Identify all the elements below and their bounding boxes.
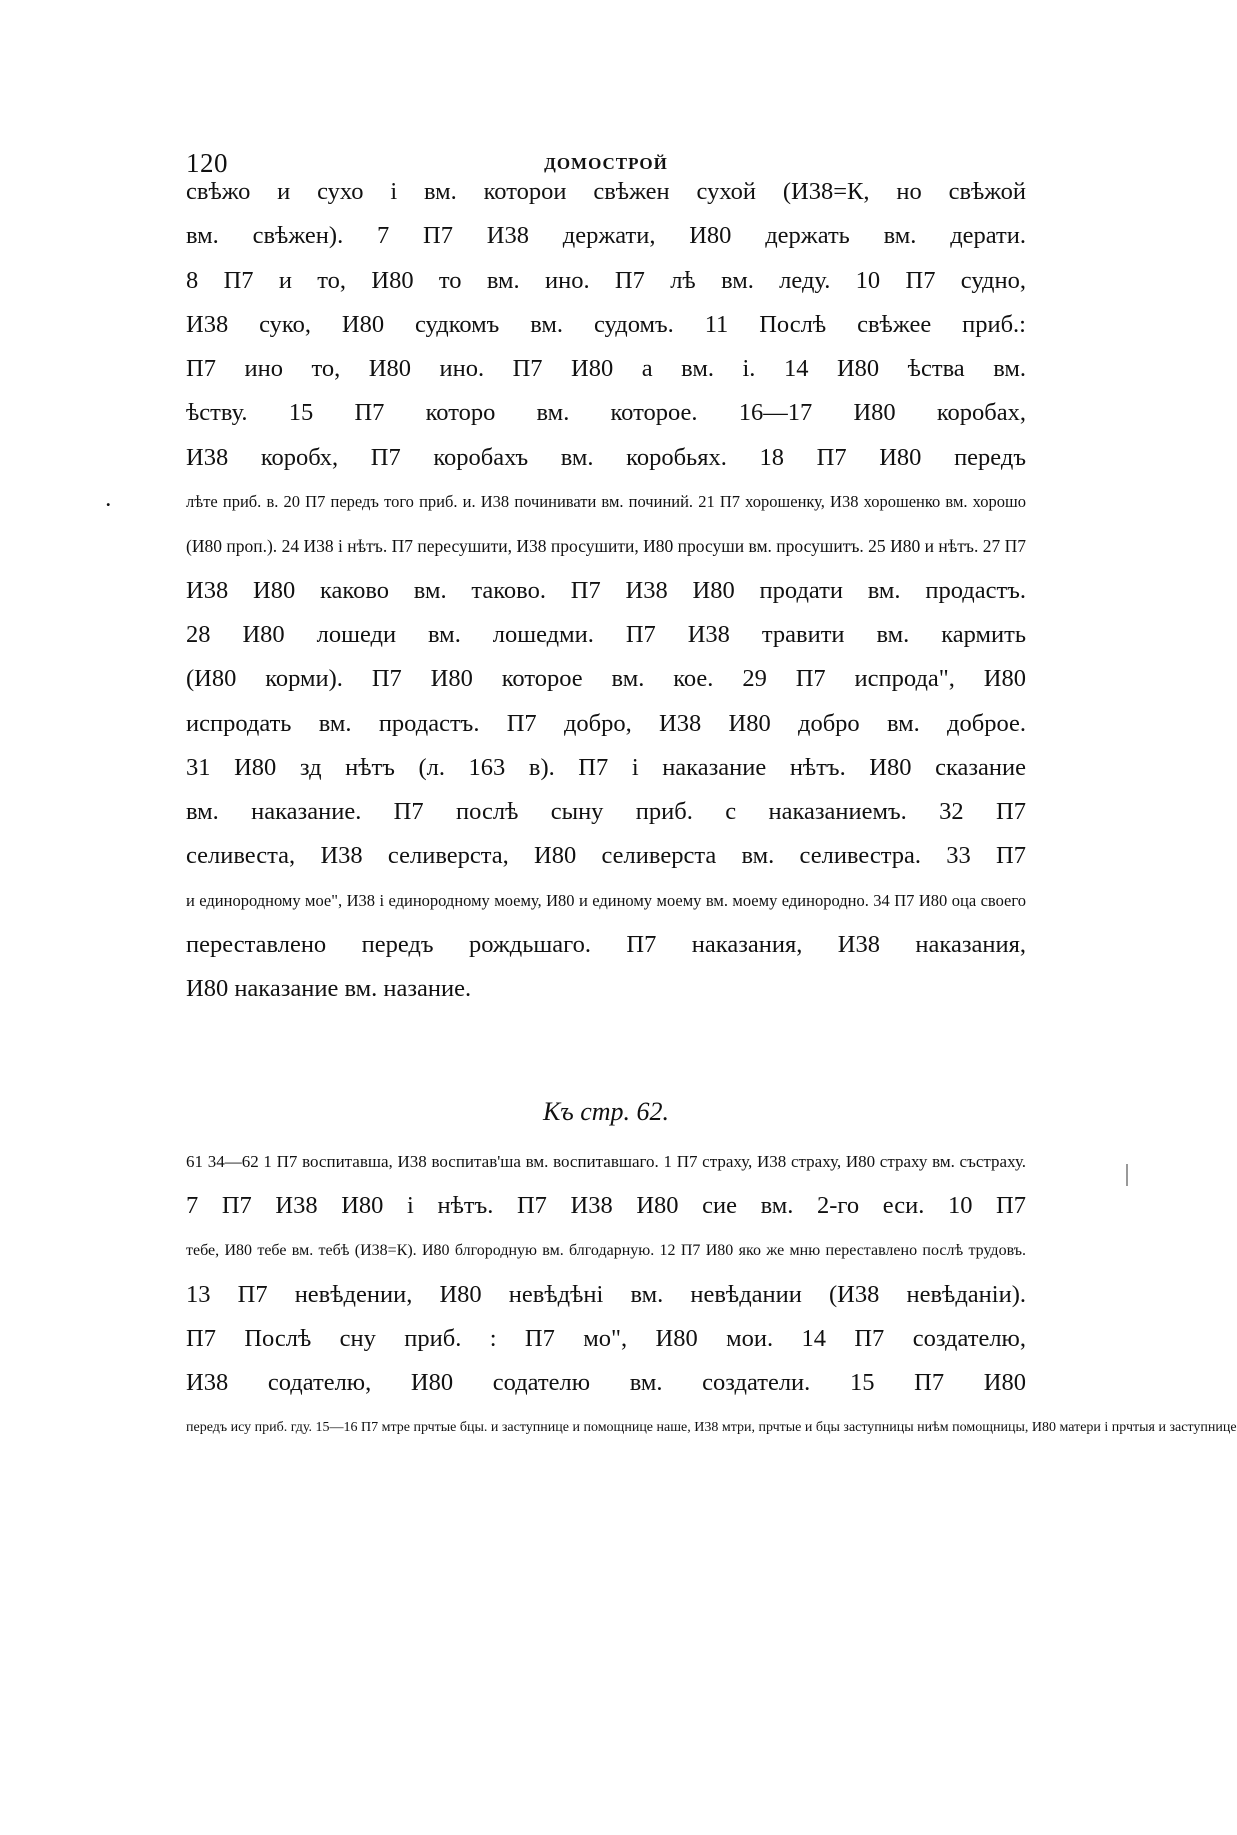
text-line: тебе, И80 тебе вм. тебѣ (И38=К). И80 блгородную вм. блгодарную. 12 П7 И80 яко же мню переставлено послѣ трудовъ. [186,1241,1026,1259]
running-title: ДОМОСТРОЙ [544,154,668,173]
text-line: вм. свѣжен). 7 П7 И38 держати, И80 держать вм. дерати. [186,222,1026,250]
section-heading: Къ стр. 62. [542,1097,670,1126]
text-line: 31 И80 зд нѣтъ (л. 163 в). П7 і наказание нѣтъ. И80 сказание [186,753,1026,781]
text-line: переставлено передъ рождьшаго. П7 наказания, И38 наказания, [186,931,1026,959]
text-line: ѣству. 15 П7 которо вм. которое. 16—17 И80 коробах, [186,399,1026,427]
text-line: И38 содателю, И80 содателю вм. создатели. 15 П7 И80 [186,1369,1026,1397]
text-line: и единородному мое", И38 і единородному моему, И80 и единомy моему вм. моему единородно. 34 П7 И80 оца своего [186,890,1026,910]
text-line: испродать вм. продастъ. П7 добро, И38 И80 добро вм. доброе. [186,709,1026,737]
text-line: П7 Послѣ сну приб. : П7 мо", И80 мои. 14 П7 создателю, [186,1325,1026,1353]
page-edge-mark [1126,1164,1128,1186]
text-line: вм. наказание. П7 послѣ сыну приб. с наказаниемъ. 32 П7 [186,798,1026,826]
notes-section-2 [186,1140,1237,1450]
text-line: П7 ино то, И80 ино. П7 И80 а вм. і. 14 И80 ѣства вм. [186,355,1026,383]
page-number: 120 [186,148,228,178]
text-line: (И80 проп.). 24 И38 і нѣтъ. П7 пересушити, И38 просушити, И80 просуши вм. просушитъ. 25 И80 и нѣтъ. 27 П7 [186,536,1026,557]
text-line: лѣте приб. в. 20 П7 передъ того приб. и. И38 починивати вм. починий. 21 П7 хорошенку, И38 хорошенко вм. хорошо [186,492,1026,512]
text-line: 61 34—62 1 П7 воспитавша, И38 воспитав'ша вм. воспитавшаго. 1 П7 страху, И38 страху, И80 страху вм. състраху. [186,1152,1026,1171]
text-line: И80 наказание вм. назание. [186,975,472,1003]
text-line: селивеста, И38 селиверста, И80 селиверста вм. селивестра. 33 П7 [186,842,1026,870]
text-line: И38 И80 каково вм. таково. П7 И38 И80 продати вм. продастъ. [186,576,1026,604]
text-line: И38 суко, И80 судкомъ вм. судомъ. 11 Послѣ свѣжее приб.: [186,310,1026,338]
text-line: 7 П7 И38 И80 і нѣтъ. П7 И38 И80 сие вм. 2-го еси. 10 П7 [186,1192,1026,1220]
text-line: 13 П7 невѣдении, И80 невѣдѣнi вм. невѣдании (И38 невѣданiи). [186,1280,1026,1308]
text-line: передъ ису приб. гду. 15—16 П7 мтре прчтые бцы. и заступнице и помощнице наше, И38 мтри, прчтые и бцы заступницы ниѣм помощницы, И80 матери і прчтыя и заступнице [186,1419,1237,1435]
text-line: свѣжо и сухо і вм. которои свѣжен сухой (И38=К, но свѣжой [186,178,1026,205]
margin-mark: . [106,490,111,510]
notes-section-1 [186,170,1026,1012]
text-line: (И80 корми). П7 И80 которое вм. кое. 29 П7 испрода", И80 [186,665,1026,693]
text-line: 8 П7 и то, И80 то вм. ино. П7 лѣ вм. леду. 10 П7 судно, [186,266,1026,294]
text-line: И38 коробх, П7 коробахъ вм. коробьях. 18 П7 И80 передъ [186,443,1026,471]
text-line: 28 И80 лошеди вм. лошедми. П7 И38 травити вм. кармить [186,620,1026,648]
